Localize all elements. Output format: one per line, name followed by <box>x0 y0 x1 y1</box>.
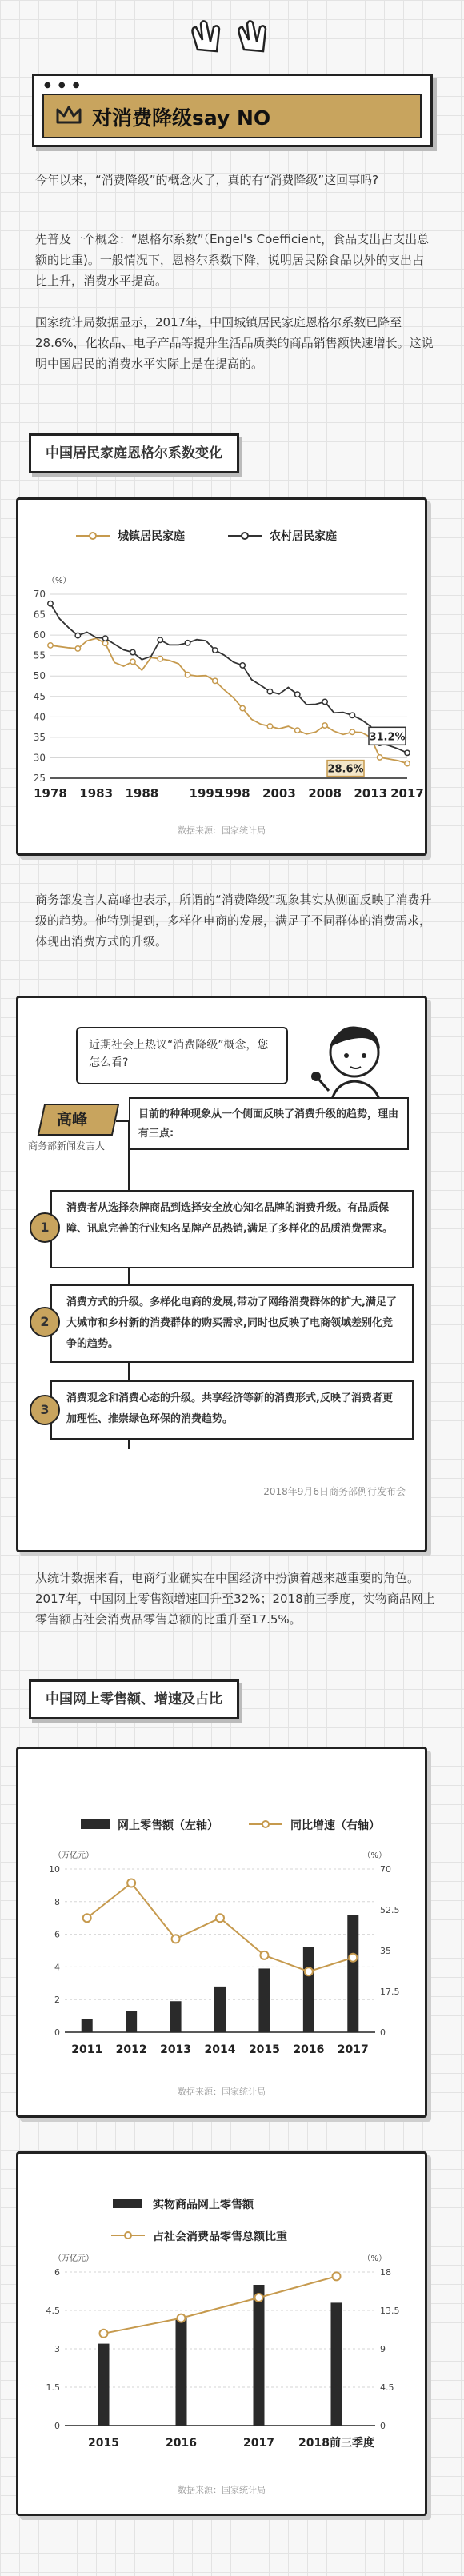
title-banner <box>32 74 433 147</box>
line-point <box>172 1935 180 1943</box>
bar <box>254 2285 265 2426</box>
data-point <box>240 663 245 668</box>
banner-bar <box>42 94 422 138</box>
line-point <box>127 1879 135 1887</box>
y-left-tick-label: 3 <box>54 2344 60 2354</box>
y-right-tick-label: 0 <box>380 2421 386 2431</box>
bar <box>176 2318 187 2426</box>
point-2 <box>40 1284 414 1363</box>
x-tick-label: 2016 <box>293 2043 325 2056</box>
x-tick-label: 2015 <box>88 2437 119 2450</box>
line-point <box>216 1914 224 1922</box>
x-tick-label: 2013 <box>354 786 388 801</box>
y-right-tick-label: 9 <box>380 2344 386 2354</box>
x-tick-label: 2017 <box>243 2437 274 2450</box>
data-point <box>130 659 135 664</box>
x-tick-label: 2008 <box>308 786 342 801</box>
clap-hands-icon <box>188 18 276 56</box>
data-point <box>240 705 245 710</box>
legend-bar-swatch <box>81 1819 110 1829</box>
line-point <box>260 1951 268 1959</box>
data-point <box>295 728 300 733</box>
y-tick-label: 35 <box>33 731 46 743</box>
answer-intro: 目前的种种现象从一个侧面反映了消费升级的趋势，理由有三点: <box>138 1108 399 1140</box>
line-point <box>305 1967 313 1975</box>
data-point <box>405 761 410 765</box>
y-tick-label: 55 <box>33 649 46 661</box>
data-point <box>405 750 410 755</box>
y-right-tick-label: 70 <box>380 1864 391 1875</box>
data-point <box>295 692 300 697</box>
x-tick-label: 2016 <box>166 2437 197 2450</box>
y-right-tick-label: 35 <box>380 1946 391 1956</box>
y-right-tick-label: 4.5 <box>380 2382 394 2393</box>
reporter-figure-icon <box>306 1014 410 1110</box>
data-point <box>267 689 272 693</box>
data-point <box>48 643 53 648</box>
y-right-tick-label: 18 <box>380 2267 391 2278</box>
y-right-tick-label: 52.5 <box>380 1905 400 1915</box>
line-point <box>349 1954 357 1962</box>
legend-label-0: 城镇居民家庭 <box>118 530 185 543</box>
question-bubble <box>76 1027 288 1084</box>
x-tick-label: 1998 <box>216 786 250 801</box>
data-point <box>322 723 327 728</box>
data-point <box>158 657 162 661</box>
legend-label-1: 农村居民家庭 <box>270 530 337 543</box>
answer-box <box>129 1097 409 1150</box>
series-line-0 <box>50 638 407 763</box>
point-1 <box>40 1190 414 1268</box>
x-tick-label: 1988 <box>125 786 159 801</box>
point-number-1: 1 <box>30 1212 60 1243</box>
intro-paragraph-1: 今年以来，“消费降级”的概念火了，真的有“消费降级”这回事吗? <box>35 173 379 187</box>
bar <box>214 1987 226 2032</box>
online-share-combo-chart <box>18 2154 425 2514</box>
bar <box>170 2001 182 2032</box>
data-point <box>48 601 53 606</box>
y-left-tick-label: 4 <box>54 1962 60 1973</box>
legend-line-label: 同比增速（右轴） <box>290 1819 380 1832</box>
x-tick-label: 2003 <box>262 786 296 801</box>
x-tick-label: 2015 <box>248 2043 280 2056</box>
bar <box>126 2011 137 2032</box>
bar <box>331 2302 342 2426</box>
point-text-3: 消费观念和消费心态的升级。共享经济等新的消费形式,反映了消费者更加理性、推崇绿色环保的消费趋势。 <box>66 1392 393 1425</box>
x-tick-label: 2013 <box>160 2043 192 2056</box>
legend-line-marker <box>125 2232 131 2239</box>
press-footnote: ——2018年9月6日商务部例行发布会 <box>244 1486 406 1497</box>
data-point <box>75 646 80 651</box>
data-point <box>350 729 354 734</box>
y-tick-label: 60 <box>33 629 46 641</box>
x-tick-label: 2012 <box>115 2043 147 2056</box>
interview-panel <box>16 996 427 1552</box>
x-tick-label: 2011 <box>71 2043 103 2056</box>
line-point <box>178 2314 186 2322</box>
intro-paragraph-3: 国家统计局数据显示，2017年，中国城镇居民家庭恩格尔系数已降至28.6%，化妆品、电子产品等提升生活品质类的商品销售额快速增长。这说明中国居民的消费水平实际上是在提高的。 <box>35 315 434 371</box>
speaker-title: 商务部新闻发言人 <box>28 1140 106 1152</box>
line-point <box>333 2272 341 2280</box>
x-tick-label: 2018前三季度 <box>298 2437 374 2450</box>
legend-bar-label: 实物商品网上零售额 <box>153 2199 254 2211</box>
data-point <box>377 755 382 760</box>
bar <box>347 1915 358 2032</box>
y-tick-label: 40 <box>33 711 46 723</box>
data-point <box>350 713 354 717</box>
crown-icon <box>55 105 82 126</box>
y-tick-label: 25 <box>33 773 46 784</box>
y-left-tick-label: 6 <box>54 2267 60 2278</box>
data-point <box>213 648 218 653</box>
annotation-urban: 28.6% <box>327 763 364 776</box>
x-tick-label: 2017 <box>390 786 424 801</box>
x-tick-label: 1995 <box>189 786 223 801</box>
legend-bar-swatch <box>113 2199 142 2208</box>
y-left-tick-label: 0 <box>54 2027 60 2038</box>
y-right-unit: （%） <box>362 1851 386 1860</box>
interview-intro-text: 商务部发言人高峰也表示，所谓的“消费降级”现象其实从侧面反映了消费升级的趋势。他特别提到，多样化电商的发展，满足了不同群体的消费需求，体现出消费方式的升级。 <box>35 893 432 949</box>
line-point <box>83 1914 91 1922</box>
ecommerce-paragraph: 从统计数据来看，电商行业确实在中国经济中扮演着越来越重要的角色。2017年，中国网上零售额增速回升至32%；2018前三季度，实物商品网上零售额占社会消费品零售总额的比重升至17.5%。 <box>35 1571 435 1627</box>
point-text-1: 消费者从选择杂牌商品到选择安全放心知名品牌的消费升级。有品质保障、讯息完善的行业知名品牌产品热销,满足了多样化的品质消费需求。 <box>66 1202 393 1235</box>
data-point <box>130 649 135 654</box>
section-title-engel: 中国居民家庭恩格尔系数变化 <box>29 433 239 473</box>
line-point <box>255 2294 263 2302</box>
data-point <box>213 678 218 683</box>
y-left-tick-label: 10 <box>49 1864 60 1875</box>
legend-marker-1 <box>242 533 248 539</box>
growth-line <box>104 2276 337 2333</box>
share-chart-panel <box>16 2151 427 2516</box>
y-left-tick-label: 1.5 <box>46 2382 60 2393</box>
point-3 <box>40 1380 414 1440</box>
y-left-tick-label: 8 <box>54 1896 60 1907</box>
legend-bar-label: 网上零售额（左轴） <box>118 1819 218 1832</box>
y-left-unit: （万亿元） <box>54 2254 94 2263</box>
x-tick-label: 1983 <box>79 786 114 801</box>
y-left-tick-label: 6 <box>54 1929 60 1940</box>
y-axis-unit: （%） <box>47 577 71 585</box>
y-tick-label: 45 <box>33 690 46 702</box>
page-title: 对消费降级say NO <box>92 106 271 130</box>
y-tick-label: 30 <box>33 752 46 764</box>
legend-marker-0 <box>90 533 96 539</box>
data-point <box>158 637 162 642</box>
data-point <box>267 724 272 729</box>
data-point <box>75 633 80 637</box>
y-right-tick-label: 13.5 <box>380 2306 400 2316</box>
y-tick-label: 65 <box>33 609 46 621</box>
chart3-source: 数据来源：国家统计局 <box>178 2485 266 2495</box>
data-point <box>185 672 190 677</box>
x-tick-label: 2014 <box>204 2043 236 2056</box>
point-number-2: 2 <box>30 1307 60 1337</box>
engel-chart-panel <box>16 497 427 856</box>
legend-line-label: 占社会消费品零售总额比重 <box>153 2231 287 2243</box>
point-text-2: 消费方式的升级。多样化电商的发展,带动了网络消费群体的扩大,满足了大城市和乡村新的消费群体的购买需求,同时也反映了电商领域差别化竞争的趋势。 <box>66 1296 397 1350</box>
annotation-rural: 31.2% <box>369 731 406 744</box>
y-left-tick-label: 2 <box>54 1995 60 2006</box>
data-point <box>185 641 190 645</box>
y-right-unit: （%） <box>362 2254 386 2263</box>
section-title-ecommerce: 中国网上零售额、增速及占比 <box>29 1679 239 1719</box>
question-text: 近期社会上热议“消费降级”概念，您怎么看? <box>89 1039 269 1069</box>
bar <box>303 1947 314 2032</box>
x-tick-label: 2017 <box>337 2043 369 2056</box>
banner-dots: ● ● ● <box>44 81 82 90</box>
intro-paragraph-2: 先普及一个概念：“恩格尔系数”（Engel's Coefficient，食品支出占支出总额的比重)。一般情况下，恩格尔系数下降，说明居民除食品以外的支出占比上升，消费水平提高。 <box>35 232 430 288</box>
speaker-name: 高峰 <box>57 1111 88 1128</box>
line-point <box>100 2330 108 2338</box>
y-right-tick-label: 17.5 <box>380 1987 400 1997</box>
data-point <box>322 699 327 704</box>
y-left-unit: （万亿元） <box>54 1851 94 1860</box>
y-left-tick-label: 4.5 <box>46 2306 60 2316</box>
bar <box>82 2019 93 2032</box>
x-tick-label: 1978 <box>34 786 67 801</box>
online-retail-combo-chart <box>18 1749 425 2115</box>
legend-line-marker <box>262 1821 269 1827</box>
y-tick-label: 50 <box>33 670 46 682</box>
y-tick-label: 70 <box>33 589 46 600</box>
y-right-tick-label: 0 <box>380 2027 386 2038</box>
bar <box>258 1968 270 2032</box>
data-point <box>102 636 107 641</box>
online-retail-chart-panel <box>16 1747 427 2118</box>
chart2-source: 数据来源：国家统计局 <box>178 2087 266 2097</box>
y-left-tick-label: 0 <box>54 2421 60 2431</box>
engel-line-chart <box>18 500 425 853</box>
point-number-3: 3 <box>30 1395 60 1425</box>
bar <box>98 2344 110 2426</box>
chart1-source: 数据来源：国家统计局 <box>178 825 266 836</box>
